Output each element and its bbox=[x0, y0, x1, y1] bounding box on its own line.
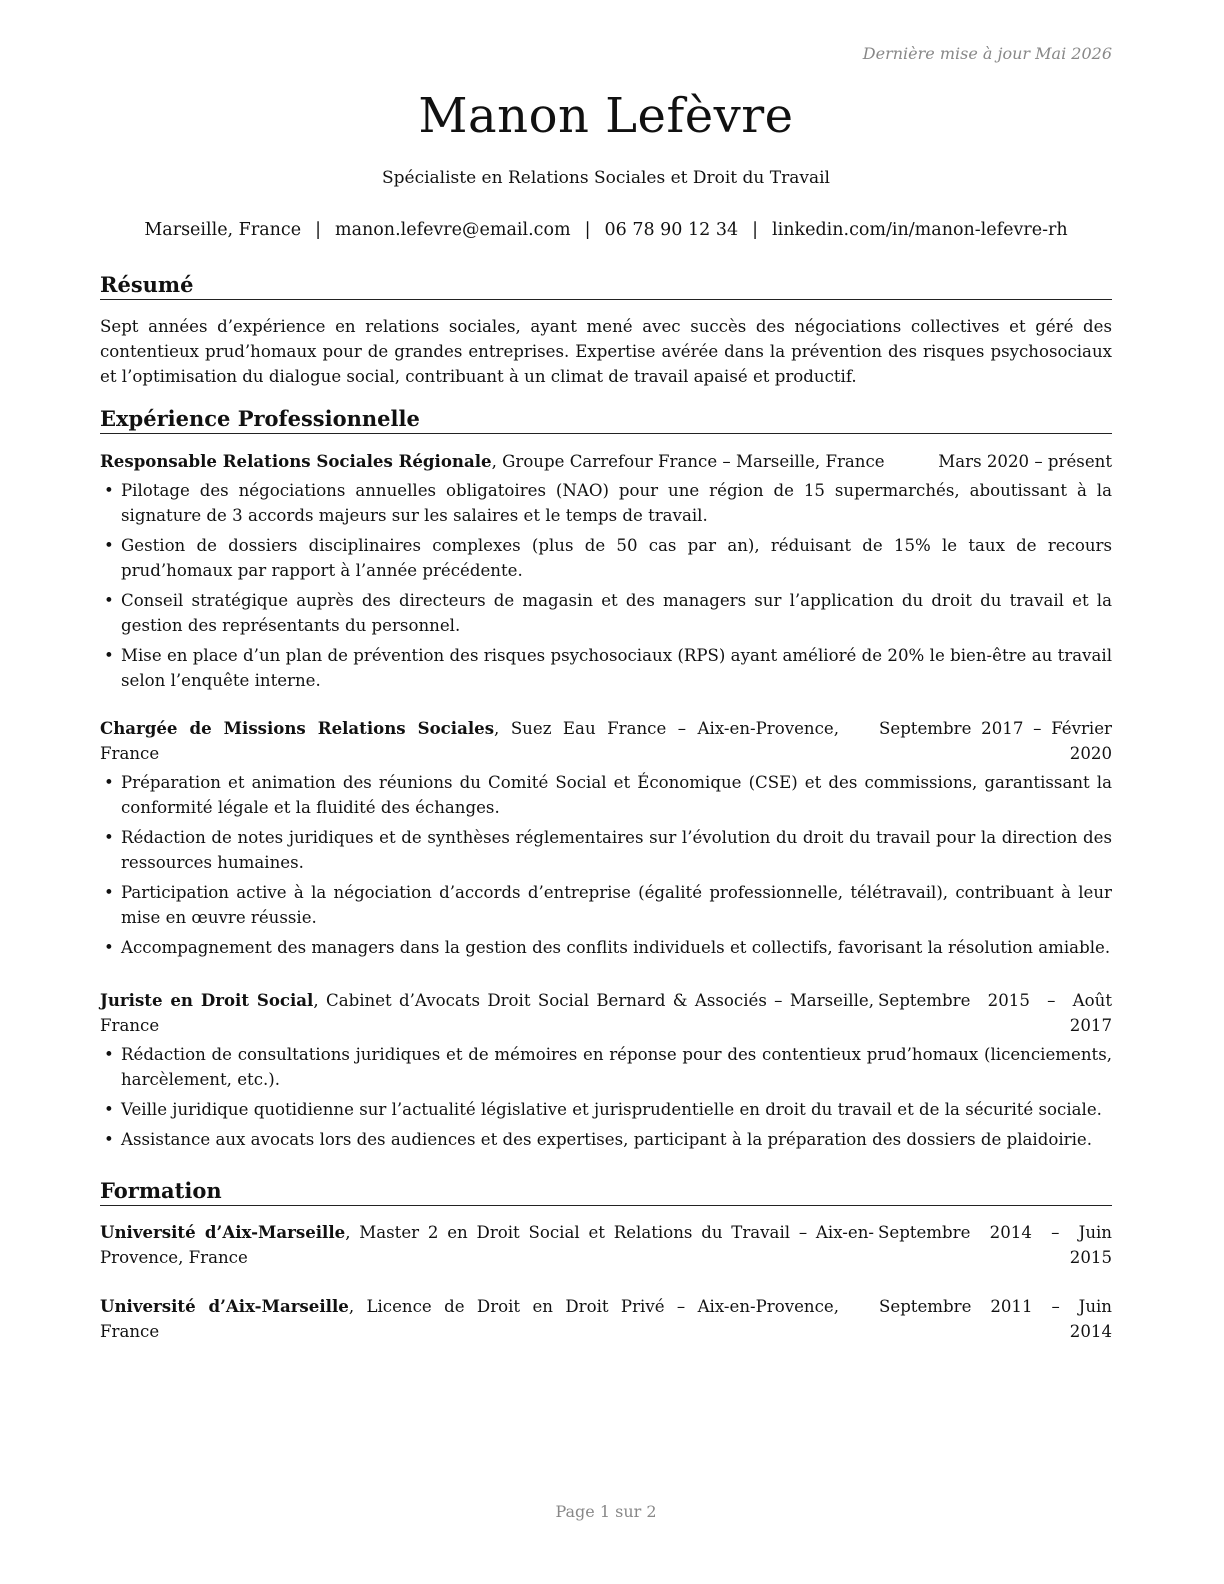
resume-page bbox=[100, 0, 1112, 1584]
bullet-text: Gestion de dossiers disciplinaires complexes (plus de 50 cas par an), réduisant de 15% le taux de recours prud’homaux par rapport à l’année précédente. bbox=[121, 536, 1112, 580]
experience-organization: , Groupe Carrefour France – Marseille, France bbox=[491, 452, 885, 471]
experience-bullets bbox=[100, 478, 1112, 693]
bullet-text: Conseil stratégique auprès des directeurs de magasin et des managers sur l’application du droit du travail et la gestion des représentants du personnel. bbox=[121, 591, 1112, 635]
bullet-text: Accompagnement des managers dans la gestion des conflits individuels et collectifs, favorisant la résolution amiable. bbox=[121, 938, 1111, 957]
bullet-text: Assistance aux avocats lors des audiences et des expertises, participant à la préparation des dossiers de plaidoirie. bbox=[121, 1130, 1092, 1149]
education-title-line bbox=[100, 1294, 839, 1344]
list-item bbox=[100, 770, 1112, 820]
experience-header bbox=[100, 716, 1112, 766]
section-title-experience: Expérience Professionnelle bbox=[100, 405, 1112, 434]
education-title-line bbox=[100, 1220, 874, 1270]
list-item bbox=[100, 880, 1112, 930]
experience-role: Chargée de Missions Relations Sociales bbox=[100, 718, 495, 738]
experience-title-line bbox=[100, 716, 839, 766]
bullet-text: Préparation et animation des réunions du Comité Social et Économique (CSE) et des commissions, garantissant la conformité légale et la fluidité des échanges. bbox=[121, 773, 1112, 817]
page-number: Page 1 sur 2 bbox=[555, 1502, 657, 1521]
contact-email[interactable]: manon.lefevre@email.com bbox=[334, 220, 571, 240]
bullet-icon: • bbox=[104, 646, 114, 665]
contact-separator: | bbox=[752, 220, 759, 240]
bullet-text: Rédaction de consultations juridiques et de mémoires en réponse pour des contentieux prud’homaux (licenciements, harcèlement, etc.). bbox=[121, 1045, 1112, 1089]
experience-entry bbox=[100, 716, 1112, 965]
list-item bbox=[100, 643, 1112, 693]
experience-dates: Septembre 2017 – Février 2020 bbox=[879, 719, 1112, 763]
experience-role: Juriste en Droit Social bbox=[100, 990, 314, 1010]
last-updated-note: Dernière mise à jour Mai 2026 bbox=[862, 44, 1112, 63]
list-item bbox=[100, 533, 1112, 583]
list-item bbox=[100, 825, 1112, 875]
experience-role: Responsable Relations Sociales Régionale bbox=[100, 451, 492, 471]
summary-paragraph: Sept années d’expérience en relations sociales, ayant mené avec succès des négociations collectives et géré des contentieux prud’homaux pour de grandes entreprises. Expertise avérée dans la prévention des risques psychosociaux et l’optimisation du dialogue social, contribuant à un climat de travail apaisé et productif. bbox=[100, 317, 1112, 386]
candidate-name: Manon Lefèvre bbox=[418, 88, 794, 144]
experience-dates: Septembre 2015 – Août 2017 bbox=[878, 991, 1112, 1035]
education-school: Université d’Aix-Marseille bbox=[100, 1222, 346, 1242]
education-degree: , Master 2 en Droit Social et Relations du Travail – Aix-en-Provence, France bbox=[100, 1223, 875, 1267]
bullet-icon: • bbox=[104, 591, 114, 610]
experience-title-line bbox=[100, 988, 874, 1038]
experience-organization: , Cabinet d’Avocats Droit Social Bernard & Associés – Marseille, France bbox=[100, 991, 874, 1035]
experience-dates: Mars 2020 – présent bbox=[938, 452, 1112, 471]
experience-header bbox=[100, 988, 1112, 1038]
contact-phone[interactable]: 06 78 90 12 34 bbox=[604, 220, 739, 240]
education-entry bbox=[100, 1294, 1112, 1344]
education-header bbox=[100, 1220, 1112, 1270]
education-dates: Septembre 2011 – Juin 2014 bbox=[879, 1297, 1112, 1341]
bullet-text: Veille juridique quotidienne sur l’actualité législative et jurisprudentielle en droit du travail et de la sécurité sociale. bbox=[121, 1100, 1102, 1119]
experience-entry bbox=[100, 449, 1112, 698]
education-degree: , Licence de Droit en Droit Privé – Aix-en-Provence, France bbox=[100, 1297, 840, 1341]
bullet-text: Pilotage des négociations annuelles obligatoires (NAO) pour une région de 15 supermarchés, aboutissant à la signature de 3 accords majeurs sur les salaires et le temps de travail. bbox=[121, 481, 1112, 525]
bullet-icon: • bbox=[104, 1130, 114, 1149]
contact-line bbox=[100, 220, 1112, 240]
list-item bbox=[100, 935, 1112, 960]
bullet-icon: • bbox=[104, 536, 114, 555]
education-entry bbox=[100, 1220, 1112, 1270]
contact-linkedin[interactable]: linkedin.com/in/manon-lefevre-rh bbox=[772, 220, 1068, 240]
section-title-summary: Résumé bbox=[100, 271, 1112, 300]
list-item bbox=[100, 1042, 1112, 1092]
experience-organization: , Suez Eau France – Aix-en-Provence, France bbox=[100, 719, 839, 763]
contact-location: Marseille, France bbox=[144, 220, 302, 240]
education-school: Université d’Aix-Marseille bbox=[100, 1296, 349, 1316]
experience-bullets bbox=[100, 770, 1112, 960]
list-item bbox=[100, 478, 1112, 528]
contact-separator: | bbox=[315, 220, 321, 240]
education-header bbox=[100, 1294, 1112, 1344]
list-item bbox=[100, 1097, 1112, 1122]
bullet-text: Mise en place d’un plan de prévention des risques psychosociaux (RPS) ayant amélioré de 20% le bien-être au travail selon l’enquête interne. bbox=[121, 646, 1112, 690]
list-item bbox=[100, 588, 1112, 638]
bullet-icon: • bbox=[104, 481, 114, 500]
experience-entry bbox=[100, 988, 1112, 1157]
bullet-text: Rédaction de notes juridiques et de synthèses réglementaires sur l’évolution du droit du travail pour la direction des ressources humaines. bbox=[121, 828, 1112, 872]
bullet-icon: • bbox=[104, 938, 114, 957]
experience-bullets bbox=[100, 1042, 1112, 1152]
bullet-icon: • bbox=[104, 773, 114, 792]
bullet-icon: • bbox=[104, 828, 114, 847]
bullet-icon: • bbox=[104, 883, 114, 902]
list-item bbox=[100, 1127, 1112, 1152]
bullet-icon: • bbox=[104, 1045, 114, 1064]
bullet-text: Participation active à la négociation d’accords d’entreprise (égalité professionnelle, télétravail), contribuant à leur mise en œuvre réussie. bbox=[121, 883, 1112, 927]
education-dates: Septembre 2014 – Juin 2015 bbox=[878, 1223, 1112, 1267]
experience-header bbox=[100, 449, 1112, 474]
contact-separator: | bbox=[584, 220, 591, 240]
section-title-education: Formation bbox=[100, 1177, 1112, 1206]
bullet-icon: • bbox=[104, 1100, 114, 1119]
candidate-subtitle: Spécialiste en Relations Sociales et Droit du Travail bbox=[381, 168, 830, 188]
experience-title-line bbox=[100, 449, 898, 474]
